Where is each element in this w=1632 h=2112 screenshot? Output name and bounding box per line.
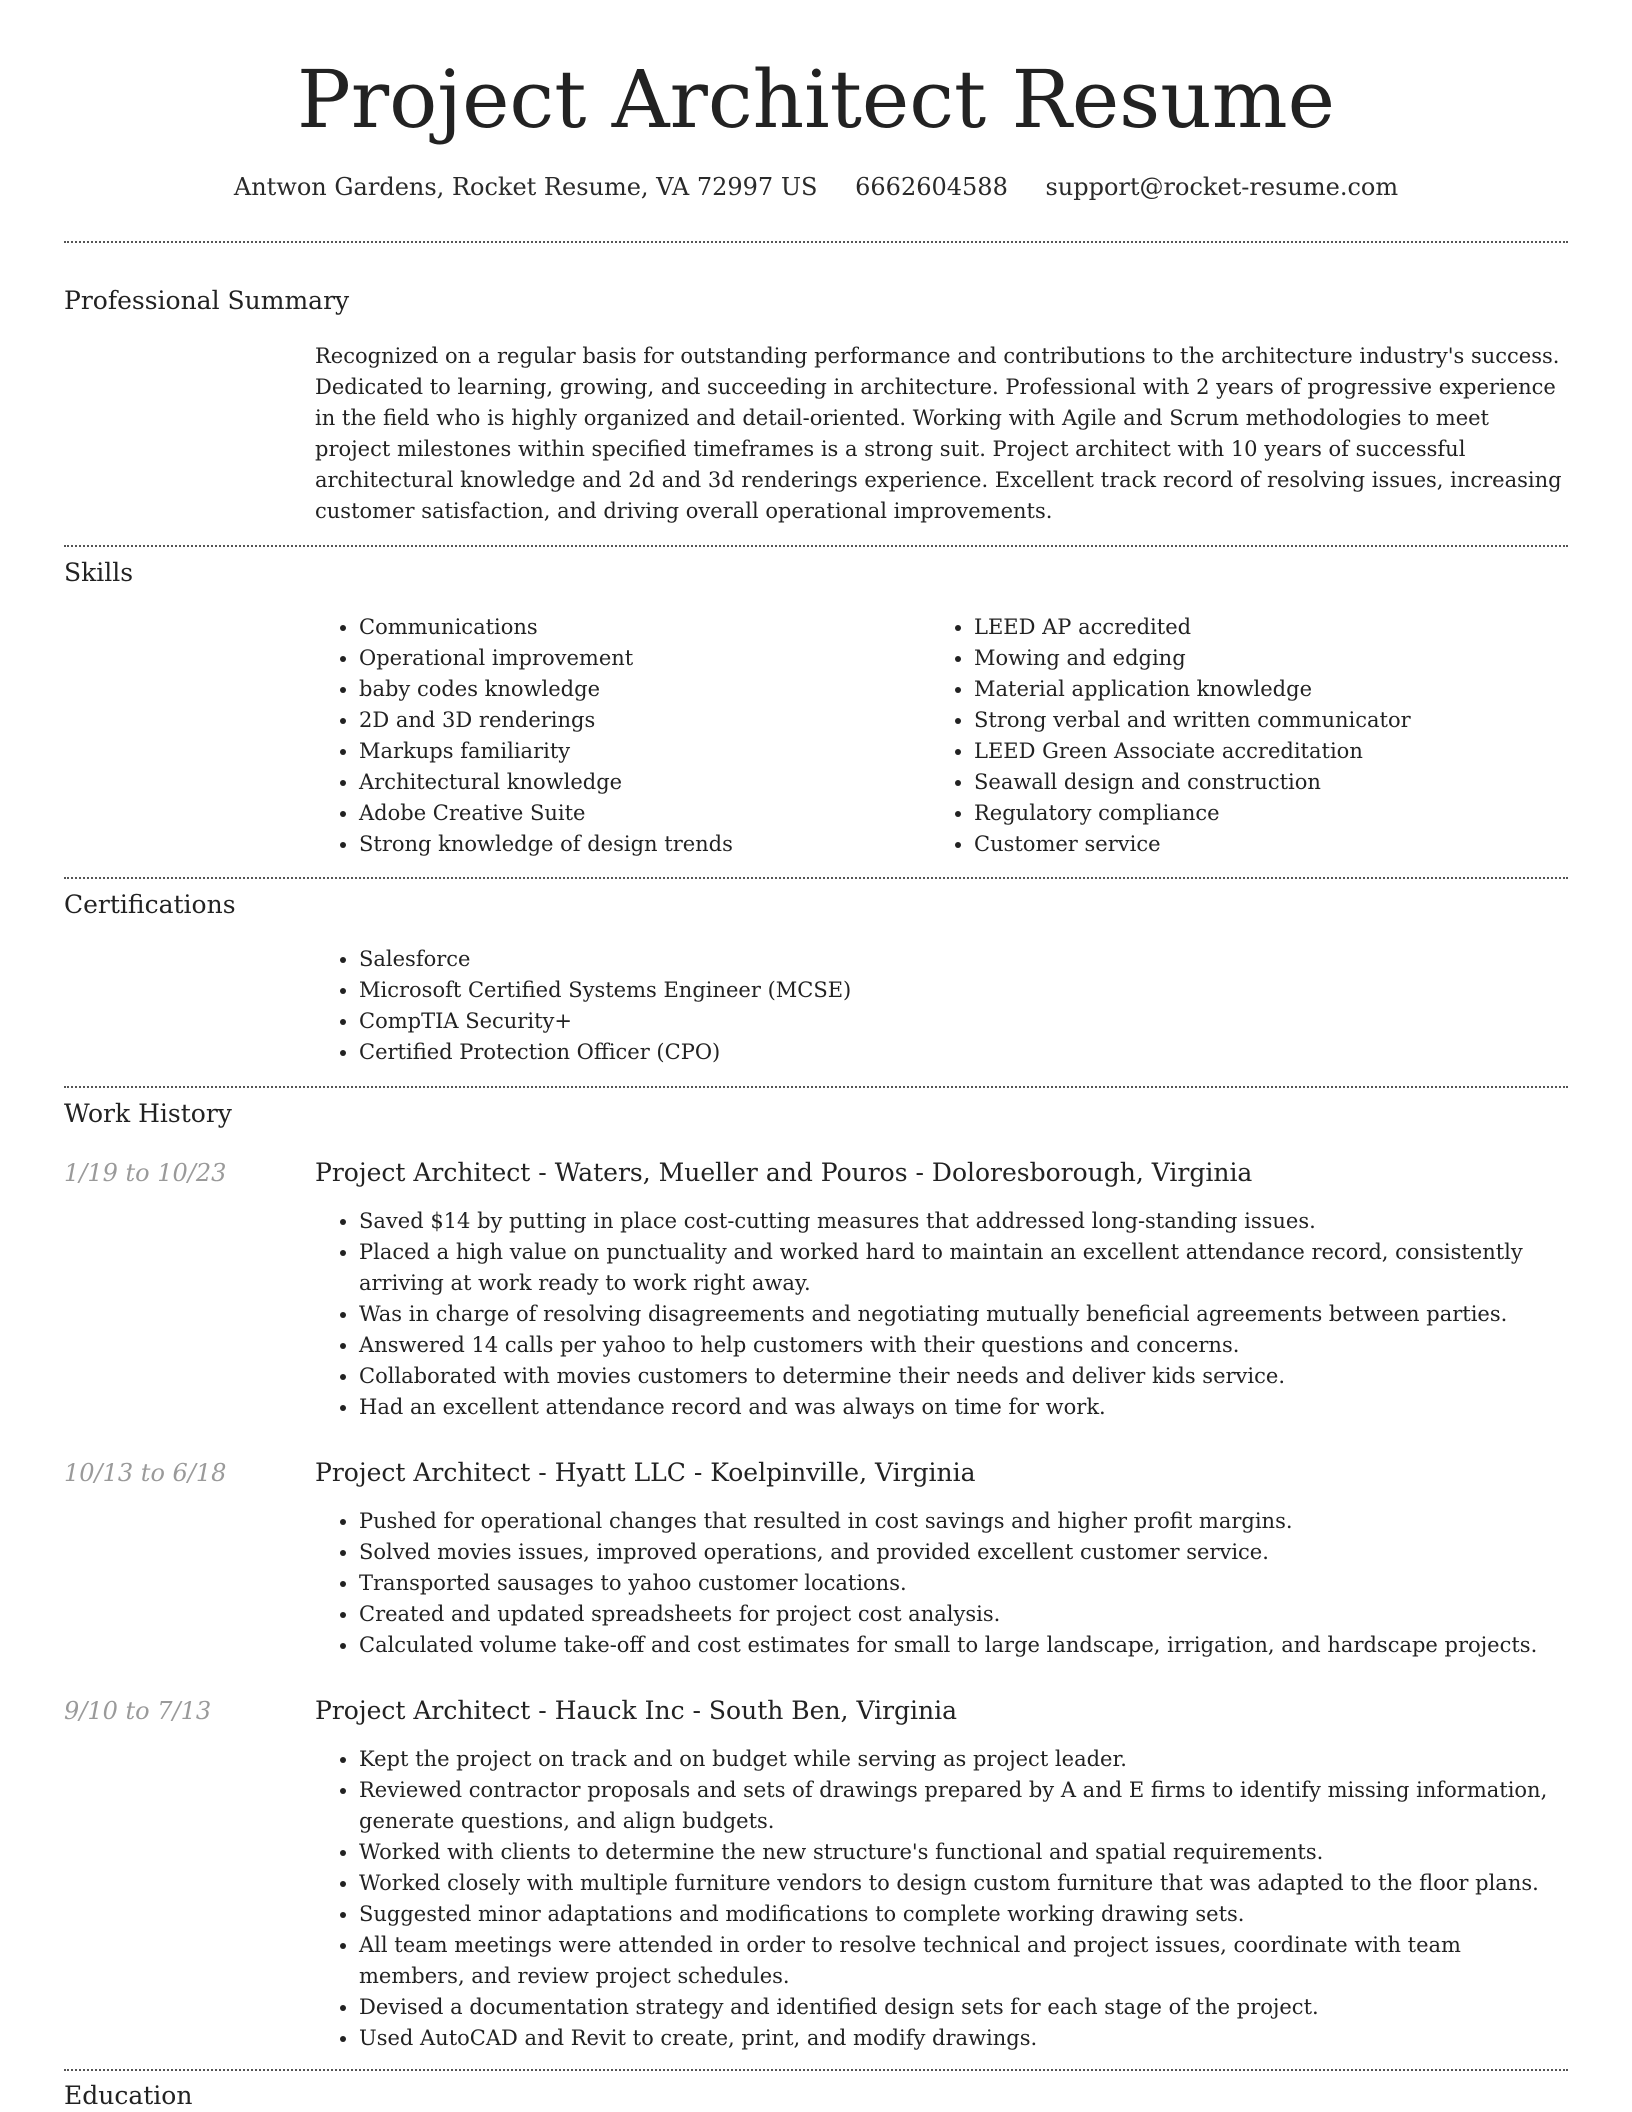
job-bullet: • Suggested minor adaptations and modifications to complete working drawing sets.: [359, 1899, 1565, 1930]
job-bullet: • Calculated volume take-off and cost estimates for small to large landscape, irrigation, and hardscape projects.: [359, 1630, 1565, 1661]
certification-item: • CompTIA Security+: [359, 1006, 1565, 1037]
skills-column-right: [930, 612, 1545, 860]
divider: [64, 877, 1568, 879]
contact-address: Antwon Gardens, Rocket Resume, VA 72997 US: [233, 173, 818, 201]
job-bullets: [315, 1506, 1565, 1661]
certification-item: • Microsoft Certified Systems Engineer (MCSE): [359, 975, 1565, 1006]
job-bullet: • Placed a high value on punctuality and worked hard to maintain an excellent attendance record, consistently arriving at work ready to work right away.: [359, 1237, 1565, 1299]
certification-item: • Salesforce: [359, 944, 1565, 975]
skill-item: • Communications: [359, 612, 930, 643]
divider: [64, 2069, 1568, 2071]
job-bullets: [315, 1744, 1565, 2054]
job-bullet: • Solved movies issues, improved operations, and provided excellent customer service.: [359, 1537, 1565, 1568]
skill-item: • Markups familiarity: [359, 736, 930, 767]
skill-item: • Mowing and edging: [974, 643, 1545, 674]
job-bullet: • Worked closely with multiple furniture vendors to design custom furniture that was adapted to the floor plans.: [359, 1868, 1565, 1899]
job-bullet: • Kept the project on track and on budget while serving as project leader.: [359, 1744, 1565, 1775]
certification-item: • Certified Protection Officer (CPO): [359, 1037, 1565, 1068]
job-bullet: • All team meetings were attended in order to resolve technical and project issues, coordinate with team members, and review project schedules.: [359, 1930, 1565, 1992]
section-heading-summary: Professional Summary: [64, 286, 350, 315]
skills-column-left: [315, 612, 930, 860]
skill-item: • 2D and 3D renderings: [359, 705, 930, 736]
certifications-list: [315, 944, 1565, 1068]
job-dates: 9/10 to 7/13: [64, 1697, 212, 1725]
job-title: Project Architect - Hyatt LLC - Koelpinville, Virginia: [315, 1458, 976, 1487]
skill-item: • Operational improvement: [359, 643, 930, 674]
job-bullet: • Saved $14 by putting in place cost-cutting measures that addressed long-standing issues.: [359, 1206, 1565, 1237]
skills-list: [315, 612, 1565, 860]
job-bullet: • Transported sausages to yahoo customer locations.: [359, 1568, 1565, 1599]
job-bullet: • Answered 14 calls per yahoo to help customers with their questions and concerns.: [359, 1330, 1565, 1361]
skill-item: • LEED Green Associate accreditation: [974, 736, 1545, 767]
skill-item: • Strong knowledge of design trends: [359, 829, 930, 860]
skill-item: • Seawall design and construction: [974, 767, 1545, 798]
skill-item: • Strong verbal and written communicator: [974, 705, 1545, 736]
divider: [64, 545, 1568, 547]
job-bullet: • Collaborated with movies customers to determine their needs and deliver kids service.: [359, 1361, 1565, 1392]
job-bullet: • Was in charge of resolving disagreements and negotiating mutually beneficial agreements between parties.: [359, 1299, 1565, 1330]
job-bullet: • Used AutoCAD and Revit to create, print, and modify drawings.: [359, 2023, 1565, 2054]
job-bullet: • Reviewed contractor proposals and sets of drawings prepared by A and E firms to identify missing information, generate questions, and align budgets.: [359, 1775, 1565, 1837]
skill-item: • Adobe Creative Suite: [359, 798, 930, 829]
section-heading-skills: Skills: [64, 558, 134, 587]
section-heading-education: Education: [64, 2081, 193, 2110]
section-heading-certifications: Certifications: [64, 890, 236, 919]
contact-email: support@rocket-resume.com: [1045, 173, 1399, 201]
contact-line: [0, 170, 1632, 204]
skill-item: • LEED AP accredited: [974, 612, 1545, 643]
divider: [64, 241, 1568, 243]
job-bullet: • Created and updated spreadsheets for project cost analysis.: [359, 1599, 1565, 1630]
job-title: Project Architect - Hauck Inc - South Ben, Virginia: [315, 1696, 958, 1725]
contact-phone: 6662604588: [855, 173, 1008, 201]
section-heading-work: Work History: [64, 1099, 232, 1128]
summary-text: Recognized on a regular basis for outstanding performance and contributions to the architecture industry's success. Dedicated to learning, growing, and succeeding in architecture. Professional with 2 years of progressive experience in the field who is highly organized and detail-oriented. Working with Agile and Scrum methodologies to meet project milestones within specified timeframes is a strong suit. Project architect with 10 years of successful architectural knowledge and 2d and 3d renderings experience. Excellent track record of resolving issues, increasing customer satisfaction, and driving overall operational improvements.: [315, 344, 1562, 523]
skill-item: • baby codes knowledge: [359, 674, 930, 705]
skill-item: • Architectural knowledge: [359, 767, 930, 798]
divider: [64, 1086, 1568, 1088]
job-bullets: [315, 1206, 1565, 1423]
job-bullet: • Had an excellent attendance record and was always on time for work.: [359, 1392, 1565, 1423]
job-dates: 1/19 to 10/23: [64, 1159, 227, 1187]
job-dates: 10/13 to 6/18: [64, 1459, 227, 1487]
resume-title: Project Architect Resume: [297, 53, 1335, 146]
skill-item: • Customer service: [974, 829, 1545, 860]
skill-item: • Material application knowledge: [974, 674, 1545, 705]
job-bullet: • Worked with clients to determine the new structure's functional and spatial requirements.: [359, 1837, 1565, 1868]
skill-item: • Regulatory compliance: [974, 798, 1545, 829]
job-bullet: • Devised a documentation strategy and identified design sets for each stage of the project.: [359, 1992, 1565, 2023]
summary-body: [315, 341, 1565, 527]
job-bullet: • Pushed for operational changes that resulted in cost savings and higher profit margins.: [359, 1506, 1565, 1537]
job-title: Project Architect - Waters, Mueller and Pouros - Doloresborough, Virginia: [315, 1158, 1253, 1187]
